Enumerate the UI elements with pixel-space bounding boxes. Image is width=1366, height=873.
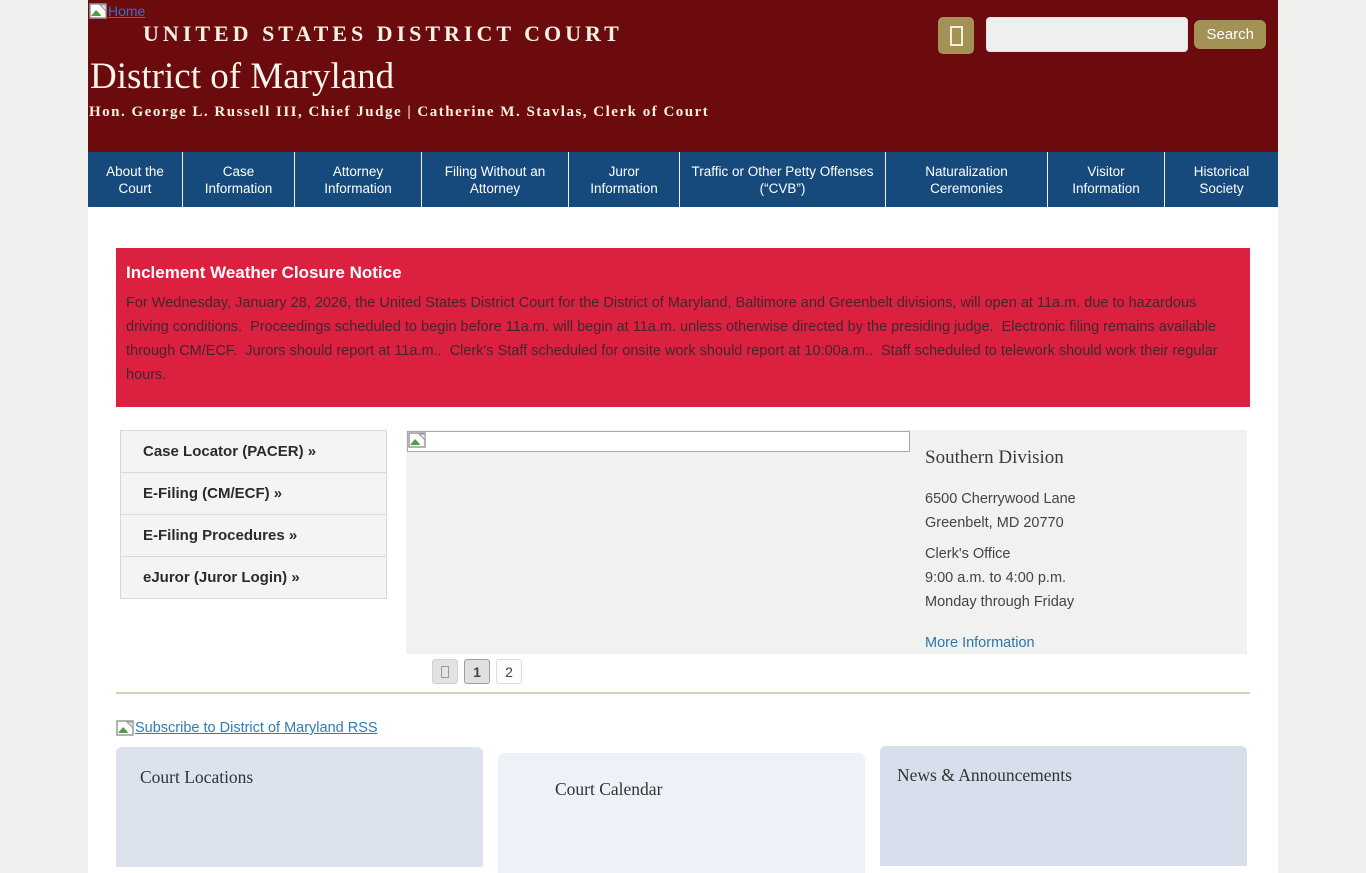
nav-traffic-cvb[interactable]: Traffic or Other Petty Offenses (“CVB”) [680, 152, 886, 207]
carousel-prev-button[interactable] [432, 659, 458, 684]
nav-visitor-information[interactable]: Visitor Information [1048, 152, 1165, 207]
nav-about-the-court[interactable]: About the Court [88, 152, 183, 207]
news-announcements-panel [880, 746, 1247, 866]
page [88, 0, 1278, 873]
court-calendar-title: Court Calendar [555, 779, 663, 799]
court-calendar-panel [498, 753, 865, 873]
court-locations-title: Court Locations [140, 767, 254, 787]
division-heading: Southern Division [925, 447, 1064, 468]
court-locations-panel [116, 747, 483, 867]
quicklink-efiling-procedures[interactable]: E-Filing Procedures » [121, 515, 386, 557]
quicklinks-menu [120, 430, 387, 599]
news-announcements-title: News & Announcements [897, 765, 1072, 785]
content-row [116, 430, 1250, 684]
alert-body: For Wednesday, January 28, 2026, the United States District Court for the District of Maryland, Baltimore and Greenbelt divisions, will open at 11a.m. due to hazardous driving conditions. Proceedings scheduled to begin before 11a.m. will begin at 11a.m. unless otherwise directed by the presiding judge. Electronic filing remains available through CM/ECF. Jurors should report at 11a.m.. Clerk's Staff scheduled for onsite work should report at 10:00a.m.. Staff scheduled to telework should work their regular hours. [126, 295, 1222, 383]
carousel-wrap [406, 430, 1247, 684]
broken-image-icon [408, 432, 426, 449]
rss-subscribe-link[interactable]: Subscribe to District of Maryland RSS [135, 720, 378, 736]
division-carousel [406, 430, 1247, 654]
carousel-page-1-button[interactable]: 1 [464, 659, 490, 684]
missing-glyph-icon [950, 26, 963, 46]
carousel-page-2-button[interactable]: 2 [496, 659, 522, 684]
rss-row [116, 720, 1250, 737]
nav-attorney-information[interactable]: Attorney Information [295, 152, 422, 207]
nav-juror-information[interactable]: Juror Information [569, 152, 680, 207]
section-divider [116, 692, 1250, 694]
office-days: Monday through Friday [925, 594, 1075, 610]
alert-title: Inclement Weather Closure Notice [126, 263, 402, 282]
bottom-panels [116, 741, 1250, 873]
broken-image-icon [116, 720, 134, 737]
broken-image-icon [89, 3, 107, 20]
home-link-label: Home [108, 3, 146, 19]
nav-historical-society[interactable]: Historical Society [1193, 163, 1250, 196]
search-button[interactable]: Search [1194, 20, 1266, 49]
quicklink-ejuror[interactable]: eJuror (Juror Login) » [143, 569, 300, 586]
slide-broken-image [407, 431, 910, 452]
carousel-pagination [406, 659, 1247, 684]
office-hours: 9:00 a.m. to 4:00 p.m. [925, 570, 1067, 586]
judges-subtitle: Hon. George L. Russell III, Chief Judge | Catherine M. Stavlas, Clerk of Court [89, 104, 710, 120]
search-input[interactable] [986, 17, 1188, 52]
address-line1: 6500 Cherrywood Lane [925, 491, 1076, 507]
quicklink-cmecf[interactable]: E-Filing (CM/ECF) » [121, 473, 386, 515]
division-info [925, 447, 1235, 652]
more-information-link[interactable]: More Information [925, 635, 1035, 651]
nav-case-information[interactable]: Case Information [183, 152, 295, 207]
site-header [88, 0, 1278, 152]
missing-glyph-icon [441, 666, 449, 678]
address-line2: Greenbelt, MD 20770 [925, 515, 1064, 531]
page-title: District of Maryland [90, 56, 395, 97]
search-zone [938, 17, 1266, 54]
office-label: Clerk's Office [925, 546, 1011, 562]
weather-alert-banner [116, 248, 1250, 407]
main-content [88, 207, 1278, 873]
header-icon-button[interactable] [938, 17, 974, 54]
quicklink-pacer[interactable]: Case Locator (PACER) » [121, 431, 386, 473]
home-link[interactable] [89, 3, 145, 20]
nav-naturalization-ceremonies[interactable]: Naturalization Ceremonies [886, 152, 1048, 207]
main-nav [88, 152, 1278, 207]
nav-filing-without-attorney[interactable]: Filing Without an Attorney [422, 152, 569, 207]
court-eyebrow: UNITED STATES DISTRICT COURT [143, 21, 623, 46]
